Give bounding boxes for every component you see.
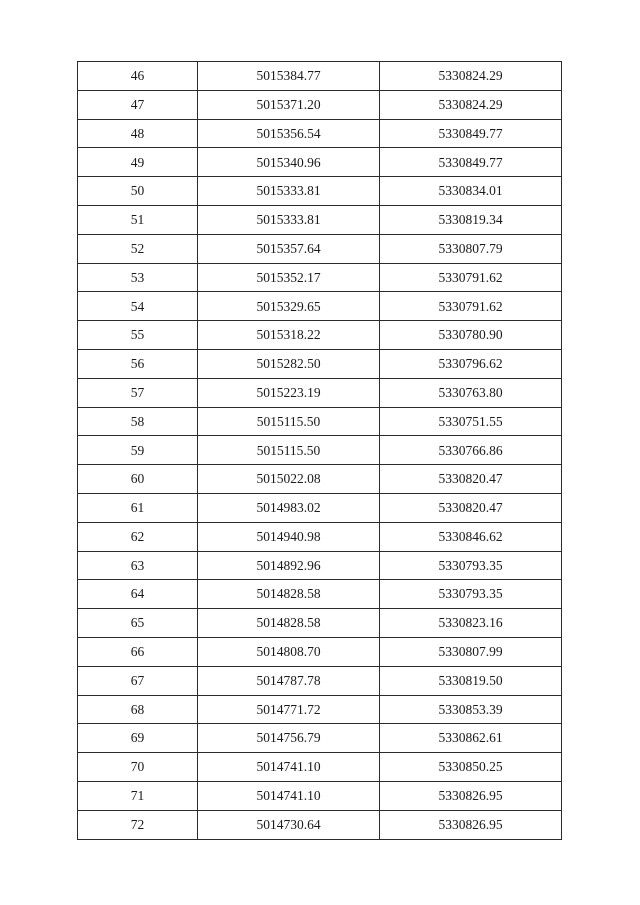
point-number-cell: 61	[78, 493, 198, 522]
point-number-cell: 48	[78, 119, 198, 148]
table-row	[78, 522, 562, 551]
table-row	[78, 205, 562, 234]
point-number-cell: 56	[78, 349, 198, 378]
x-coordinate-cell: 5015333.81	[198, 177, 380, 206]
table-row	[78, 465, 562, 494]
x-coordinate-cell: 5015282.50	[198, 349, 380, 378]
x-coordinate-cell: 5014730.64	[198, 810, 380, 839]
x-coordinate-cell: 5014771.72	[198, 695, 380, 724]
x-coordinate-cell: 5014756.79	[198, 724, 380, 753]
y-coordinate-cell: 5330849.77	[380, 119, 562, 148]
point-number-cell: 62	[78, 522, 198, 551]
table-row	[78, 321, 562, 350]
x-coordinate-cell: 5015115.50	[198, 436, 380, 465]
point-number-cell: 53	[78, 263, 198, 292]
table-row	[78, 724, 562, 753]
y-coordinate-cell: 5330824.29	[380, 90, 562, 119]
y-coordinate-cell: 5330791.62	[380, 263, 562, 292]
point-number-cell: 55	[78, 321, 198, 350]
point-number-cell: 68	[78, 695, 198, 724]
y-coordinate-cell: 5330862.61	[380, 724, 562, 753]
x-coordinate-cell: 5014808.70	[198, 637, 380, 666]
y-coordinate-cell: 5330853.39	[380, 695, 562, 724]
y-coordinate-cell: 5330807.99	[380, 637, 562, 666]
y-coordinate-cell: 5330846.62	[380, 522, 562, 551]
x-coordinate-cell: 5015352.17	[198, 263, 380, 292]
y-coordinate-cell: 5330826.95	[380, 781, 562, 810]
y-coordinate-cell: 5330807.79	[380, 234, 562, 263]
y-coordinate-cell: 5330819.50	[380, 666, 562, 695]
coordinate-table	[77, 61, 562, 840]
table-row	[78, 263, 562, 292]
table-row	[78, 781, 562, 810]
point-number-cell: 71	[78, 781, 198, 810]
point-number-cell: 66	[78, 637, 198, 666]
point-number-cell: 58	[78, 407, 198, 436]
y-coordinate-cell: 5330819.34	[380, 205, 562, 234]
point-number-cell: 54	[78, 292, 198, 321]
x-coordinate-cell: 5014828.58	[198, 580, 380, 609]
table-row	[78, 637, 562, 666]
point-number-cell: 50	[78, 177, 198, 206]
y-coordinate-cell: 5330793.35	[380, 551, 562, 580]
table-row	[78, 292, 562, 321]
x-coordinate-cell: 5015022.08	[198, 465, 380, 494]
x-coordinate-cell: 5015371.20	[198, 90, 380, 119]
point-number-cell: 51	[78, 205, 198, 234]
point-number-cell: 63	[78, 551, 198, 580]
point-number-cell: 49	[78, 148, 198, 177]
y-coordinate-cell: 5330820.47	[380, 465, 562, 494]
y-coordinate-cell: 5330826.95	[380, 810, 562, 839]
y-coordinate-cell: 5330849.77	[380, 148, 562, 177]
y-coordinate-cell: 5330850.25	[380, 753, 562, 782]
y-coordinate-cell: 5330791.62	[380, 292, 562, 321]
table-row	[78, 753, 562, 782]
x-coordinate-cell: 5014892.96	[198, 551, 380, 580]
x-coordinate-cell: 5014787.78	[198, 666, 380, 695]
table-row	[78, 177, 562, 206]
y-coordinate-cell: 5330823.16	[380, 609, 562, 638]
x-coordinate-cell: 5015340.96	[198, 148, 380, 177]
x-coordinate-cell: 5015223.19	[198, 378, 380, 407]
table-row	[78, 695, 562, 724]
x-coordinate-cell: 5015115.50	[198, 407, 380, 436]
x-coordinate-cell: 5014828.58	[198, 609, 380, 638]
table-row	[78, 666, 562, 695]
x-coordinate-cell: 5014940.98	[198, 522, 380, 551]
table-row	[78, 551, 562, 580]
table-row	[78, 378, 562, 407]
table-row	[78, 810, 562, 839]
table-row	[78, 407, 562, 436]
y-coordinate-cell: 5330780.90	[380, 321, 562, 350]
y-coordinate-cell: 5330793.35	[380, 580, 562, 609]
x-coordinate-cell: 5015384.77	[198, 62, 380, 91]
point-number-cell: 64	[78, 580, 198, 609]
table-row	[78, 349, 562, 378]
coordinate-table-body	[78, 62, 562, 840]
point-number-cell: 47	[78, 90, 198, 119]
point-number-cell: 46	[78, 62, 198, 91]
x-coordinate-cell: 5015356.54	[198, 119, 380, 148]
x-coordinate-cell: 5015333.81	[198, 205, 380, 234]
point-number-cell: 60	[78, 465, 198, 494]
y-coordinate-cell: 5330834.01	[380, 177, 562, 206]
x-coordinate-cell: 5015329.65	[198, 292, 380, 321]
y-coordinate-cell: 5330763.80	[380, 378, 562, 407]
point-number-cell: 67	[78, 666, 198, 695]
x-coordinate-cell: 5015318.22	[198, 321, 380, 350]
point-number-cell: 69	[78, 724, 198, 753]
y-coordinate-cell: 5330796.62	[380, 349, 562, 378]
point-number-cell: 70	[78, 753, 198, 782]
table-row	[78, 62, 562, 91]
point-number-cell: 65	[78, 609, 198, 638]
x-coordinate-cell: 5014741.10	[198, 781, 380, 810]
table-row	[78, 234, 562, 263]
table-row	[78, 148, 562, 177]
table-row	[78, 609, 562, 638]
table-row	[78, 90, 562, 119]
point-number-cell: 52	[78, 234, 198, 263]
y-coordinate-cell: 5330824.29	[380, 62, 562, 91]
table-row	[78, 119, 562, 148]
y-coordinate-cell: 5330751.55	[380, 407, 562, 436]
table-row	[78, 493, 562, 522]
table-row	[78, 580, 562, 609]
point-number-cell: 72	[78, 810, 198, 839]
y-coordinate-cell: 5330766.86	[380, 436, 562, 465]
x-coordinate-cell: 5014983.02	[198, 493, 380, 522]
table-row	[78, 436, 562, 465]
point-number-cell: 57	[78, 378, 198, 407]
y-coordinate-cell: 5330820.47	[380, 493, 562, 522]
x-coordinate-cell: 5015357.64	[198, 234, 380, 263]
x-coordinate-cell: 5014741.10	[198, 753, 380, 782]
point-number-cell: 59	[78, 436, 198, 465]
